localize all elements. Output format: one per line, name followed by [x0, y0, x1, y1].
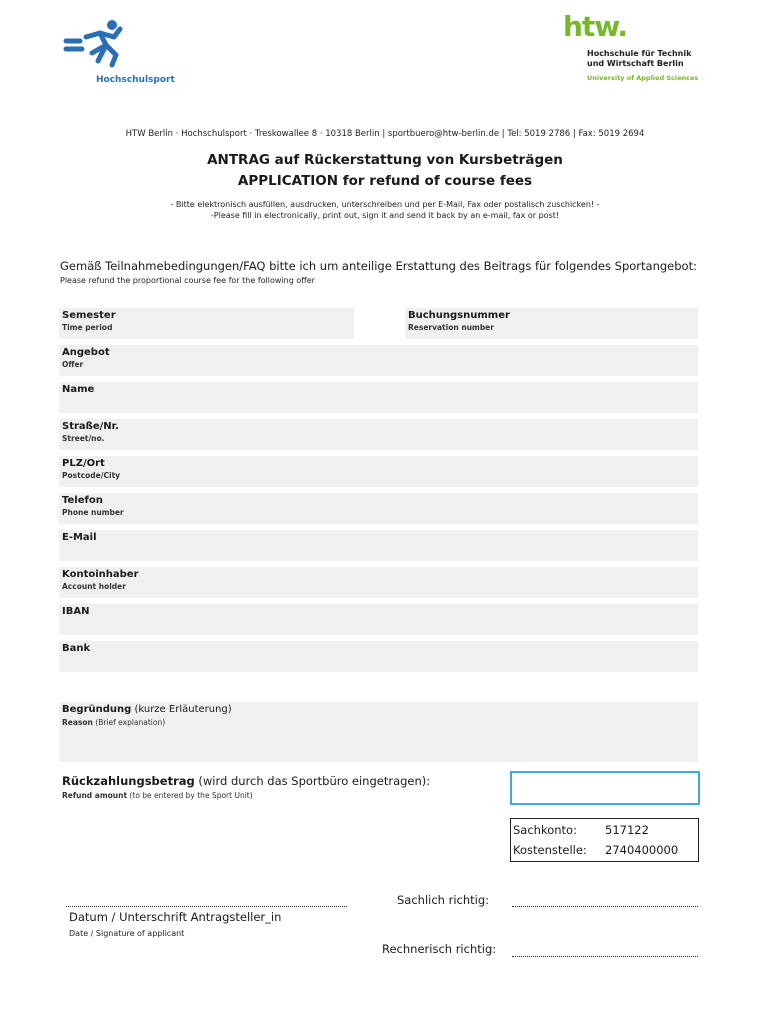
sachkonto-row [513, 823, 649, 837]
account-info-box [510, 818, 699, 862]
phone-label: Telefon [62, 495, 103, 506]
title-english: APPLICATION for refund of course fees [237, 173, 533, 189]
reservation-number-sublabel: Reservation number [408, 323, 494, 332]
name-field[interactable] [59, 382, 698, 413]
street-sublabel: Street/no. [62, 434, 105, 443]
offer-field[interactable] [59, 345, 698, 376]
offer-label: Angebot [62, 347, 110, 358]
signature-line [66, 906, 347, 907]
address-line: HTW Berlin · Hochschulsport · Treskowallee 8 · 10318 Berlin | sportbuero@htw-berlin.de | Tel: 5019 2786 | Fax: 5019 2694 [125, 129, 645, 139]
phone-sublabel: Phone number [62, 508, 124, 517]
htw-logo-block [587, 49, 698, 82]
phone-field[interactable] [59, 493, 698, 524]
htw-logo-tagline: University of Applied Sciences [587, 74, 699, 82]
refund-sublabel: Refund amount (to be entered by the Sport Unit) [62, 791, 253, 800]
reservation-number-label: Buchungsnummer [408, 310, 510, 321]
postcode-city-sublabel: Postcode/City [62, 471, 121, 480]
street-label: Straße/Nr. [62, 421, 119, 432]
offer-sublabel: Offer [62, 360, 84, 369]
intro-english: Please refund the proportional course fee for the following offer [60, 276, 315, 285]
reason-label: Begründung (kurze Erläuterung) [62, 704, 232, 715]
refund-amount-input[interactable] [510, 771, 700, 805]
account-holder-label: Kontoinhaber [62, 569, 139, 580]
account-holder-field[interactable] [59, 567, 698, 598]
instruction-german: - Bitte elektronisch ausfüllen, ausdrucken, unterschreiben und per E-Mail, Fax oder postalisch zuschicken! - [170, 200, 600, 209]
hochschulsport-logo-text: Hochschulsport [96, 75, 175, 85]
reservation-number-field[interactable] [405, 308, 698, 339]
kostenstelle-value: 2740400000 [605, 843, 679, 857]
sachlich-richtig-line[interactable] [512, 906, 698, 907]
refund-label: Rückzahlungsbetrag (wird durch das Sportbüro eingetragen): [62, 774, 431, 788]
kostenstelle-row [513, 843, 678, 857]
bank-field[interactable] [59, 641, 698, 672]
name-label: Name [62, 384, 95, 395]
signature-label: Datum / Unterschrift Antragsteller_in [69, 910, 282, 924]
postcode-city-field[interactable] [59, 456, 698, 487]
title-german: ANTRAG auf Rückerstattung von Kursbeträgen [207, 152, 563, 168]
instruction-english: -Please fill in electronically, print out, sign it and send it back by an e-mail, fax or post! [210, 211, 560, 220]
signature-sublabel: Date / Signature of applicant [69, 929, 185, 938]
iban-field[interactable] [59, 604, 698, 635]
semester-sublabel: Time period [62, 323, 113, 332]
htw-logo-word: htw. [563, 10, 628, 43]
htw-logo-line1: Hochschule für Technik [587, 49, 692, 58]
email-label: E-Mail [62, 532, 97, 543]
sachkonto-label: Sachkonto: [513, 823, 577, 837]
semester-field[interactable] [59, 308, 354, 339]
reason-field[interactable] [59, 702, 698, 762]
email-field[interactable] [59, 530, 698, 561]
iban-label: IBAN [62, 606, 90, 617]
bank-label: Bank [62, 643, 91, 654]
semester-label: Semester [62, 310, 116, 321]
sachkonto-value: 517122 [605, 823, 649, 837]
rechnerisch-richtig-line[interactable] [512, 956, 698, 957]
intro-german: Gemäß Teilnahmebedingungen/FAQ bitte ich um anteilige Erstattung des Beitrags für folgendes Sportangebot: [60, 259, 697, 273]
reason-sublabel: Reason (Brief explanation) [62, 718, 166, 727]
street-field[interactable] [59, 419, 698, 450]
refund-label-block [62, 774, 430, 800]
kostenstelle-label: Kostenstelle: [513, 843, 587, 857]
htw-logo-line2: und Wirtschaft Berlin [587, 59, 684, 68]
sachlich-richtig-label: Sachlich richtig: [397, 893, 490, 907]
postcode-city-label: PLZ/Ort [62, 458, 105, 469]
account-holder-sublabel: Account holder [62, 582, 126, 591]
rechnerisch-richtig-label: Rechnerisch richtig: [382, 942, 497, 956]
